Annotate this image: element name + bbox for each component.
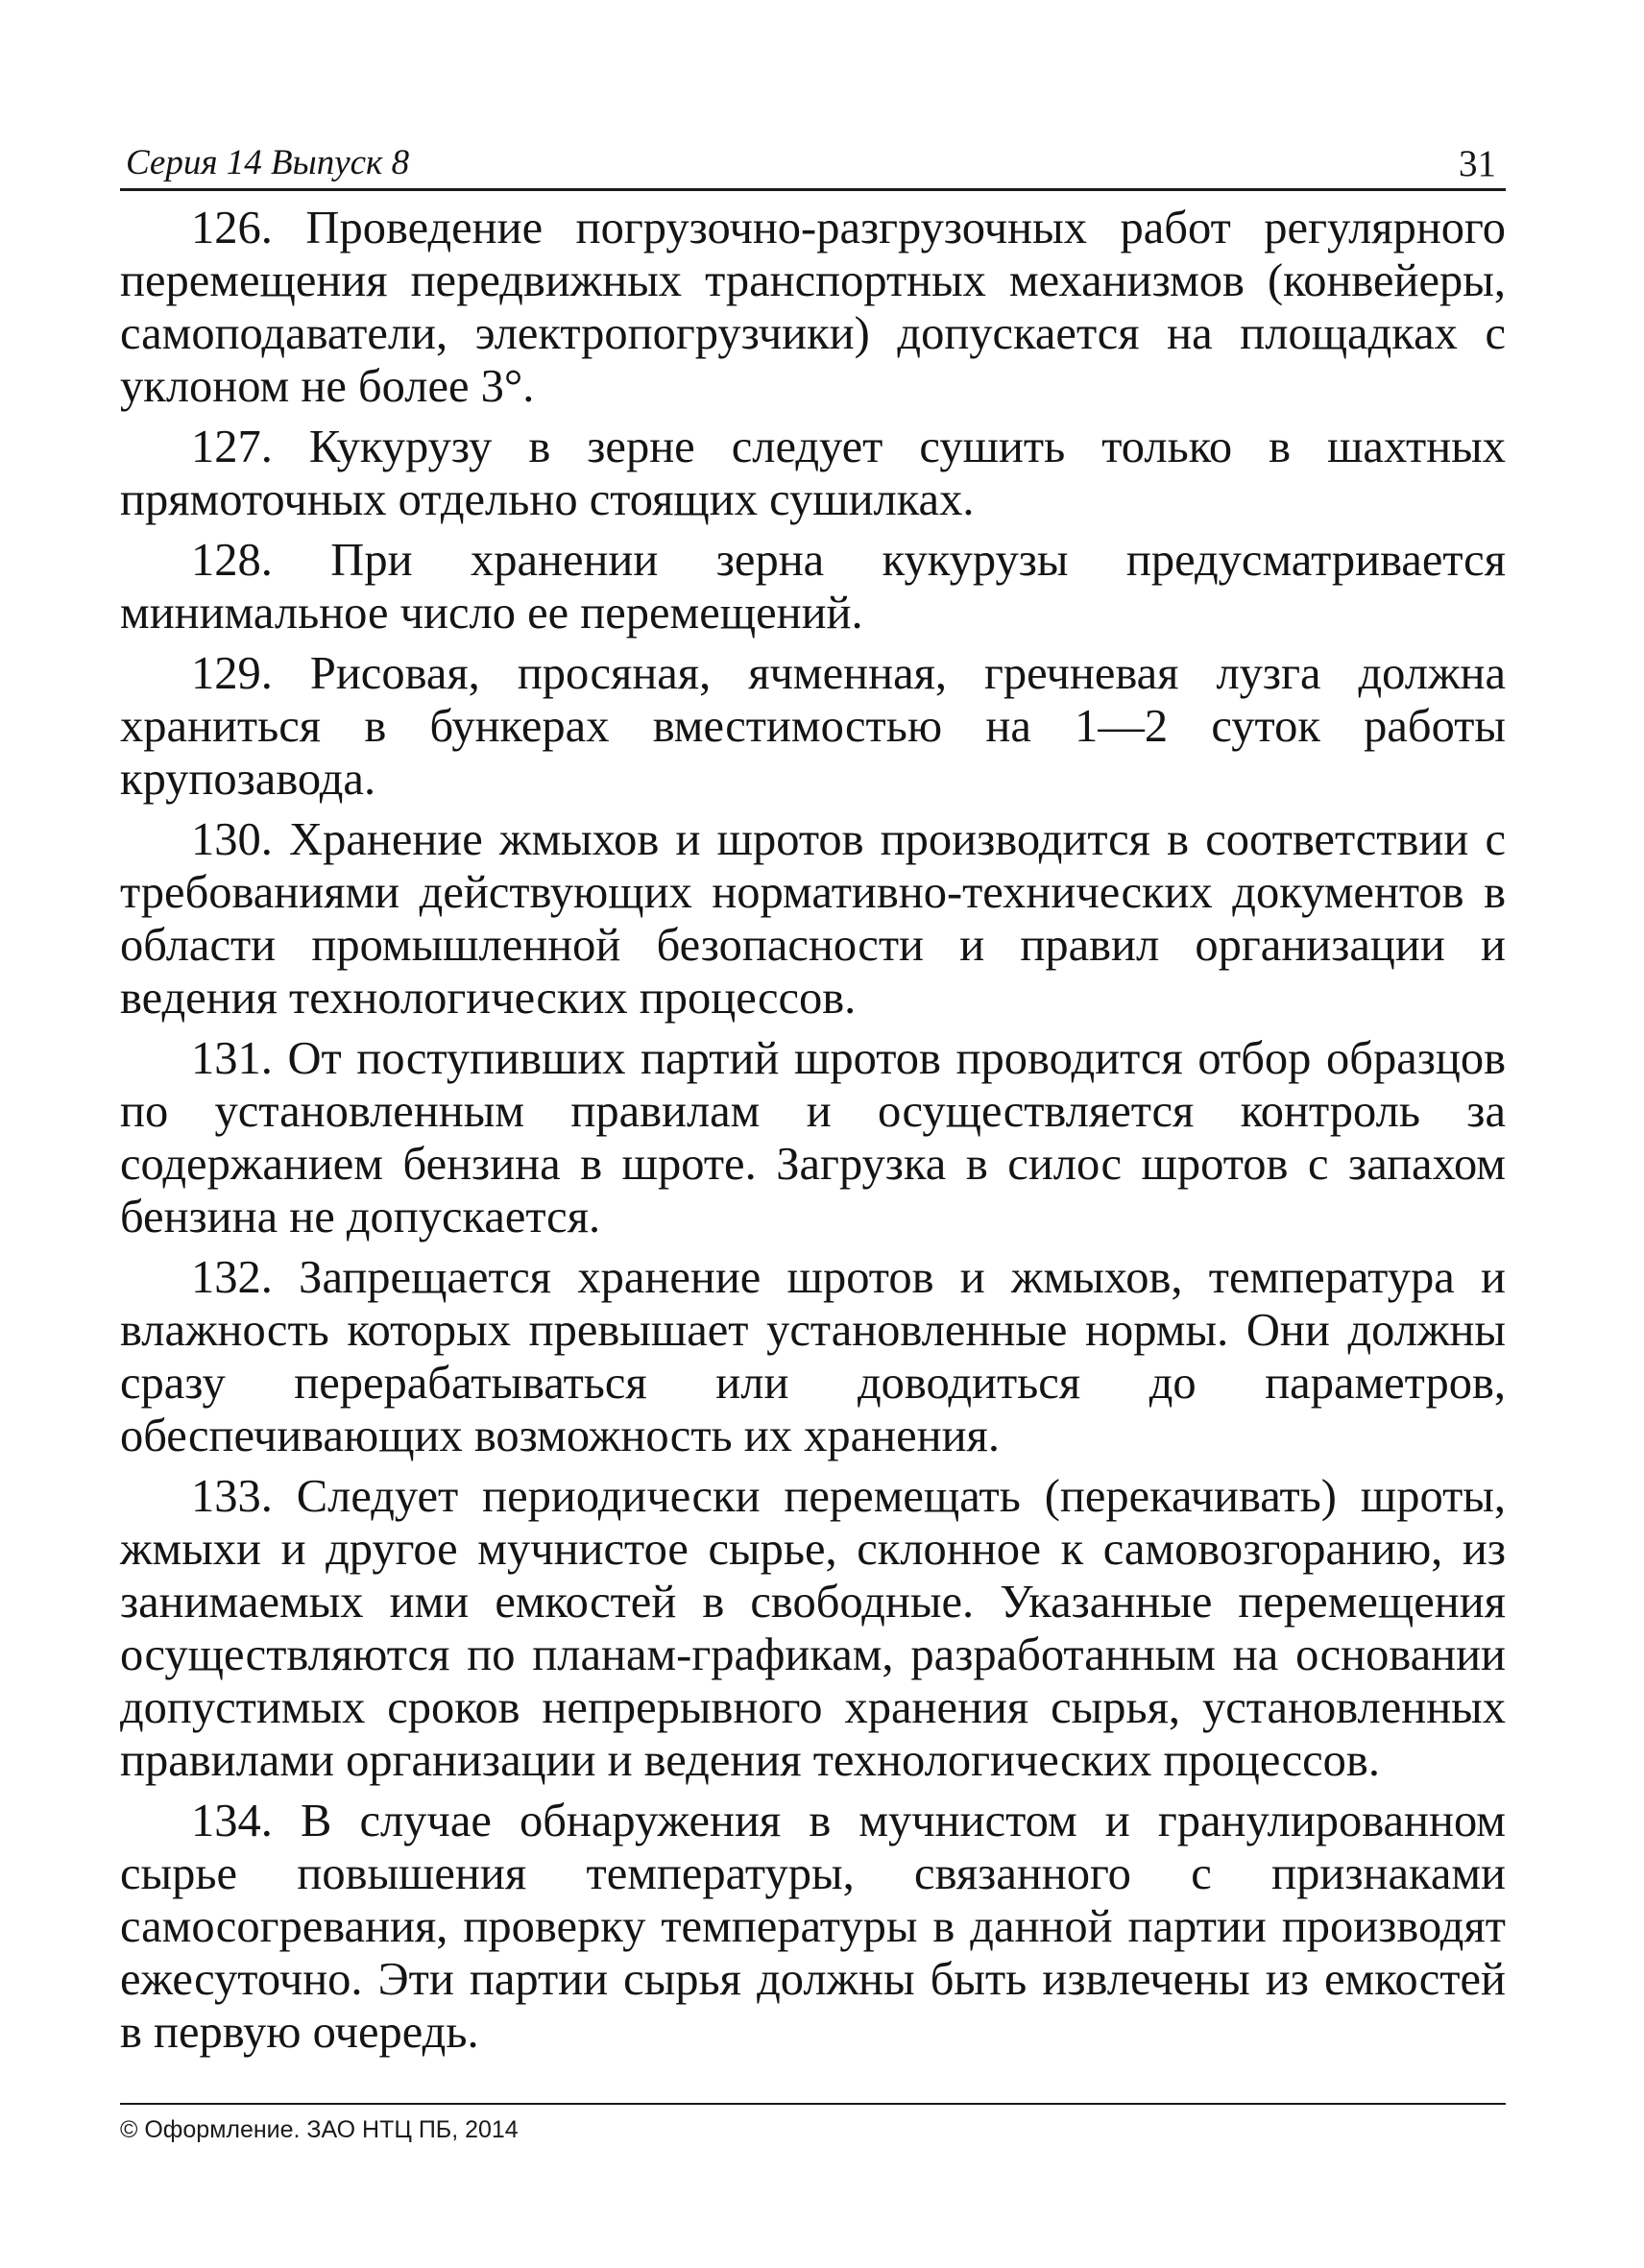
paragraph-130: 130. Хранение жмыхов и шротов производится в соответствии с требованиями действующих нормативно-технических документов в области промышленной безопасности и правил организации и ведения технологических процессов. [120,814,1506,1024]
series-title: Серия 14 Выпуск 8 [126,143,410,182]
running-header [120,140,1506,191]
page-number: 31 [1459,143,1496,184]
paragraph-131: 131. От поступивших партий шротов проводится отбор образцов по установленным правилам и осуществляется контроль за содержанием бензина в шроте. Загрузка в силос шротов с запахом бензина не допускается. [120,1033,1506,1243]
paragraph-126: 126. Проведение погрузочно-разгрузочных работ регулярного перемещения передвижных транспортных механизмов (конвейеры, самоподаватели, электропогрузчики) допускается на площадках с уклоном не более 3°. [120,203,1506,412]
paragraph-133: 133. Следует периодически перемещать (перекачивать) шроты, жмыхи и другое мучнистое сырье, склонное к самовозгоранию, из занимаемых ими емкостей в свободные. Указанные перемещения осуществляются по планам-графикам, разработанным на основании допустимых сроков непрерывного хранения сырья, установленных правилами организации и ведения технологических процессов. [120,1471,1506,1786]
paragraph-127: 127. Кукурузу в зерне следует сушить только в шахтных прямоточных отдельно стоящих сушилках. [120,422,1506,525]
page-footer [120,2103,1506,2142]
copyright-notice: © Оформление. ЗАО НТЦ ПБ, 2014 [120,2116,519,2143]
body-text [120,202,1506,2059]
paragraph-129: 129. Рисовая, просяная, ячменная, гречневая лузга должна храниться в бункерах вместимостью на 1—2 суток работы крупозавода. [120,648,1506,805]
paragraph-134: 134. В случае обнаружения в мучнистом и гранулированном сырье повышения температуры, связанного с признаками самосогревания, проверку температуры в данной партии производят ежесуточно. Эти партии сырья должны быть извлечены из емкостей в первую очередь. [120,1796,1506,2058]
paragraph-128: 128. При хранении зерна кукурузы предусматривается минимальное число ее перемещений. [120,535,1506,639]
paragraph-132: 132. Запрещается хранение шротов и жмыхов, температура и влажность которых превышает установленные нормы. Они должны сразу перерабатываться или доводиться до параметров, обеспечивающих возможность их хранения. [120,1252,1506,1461]
